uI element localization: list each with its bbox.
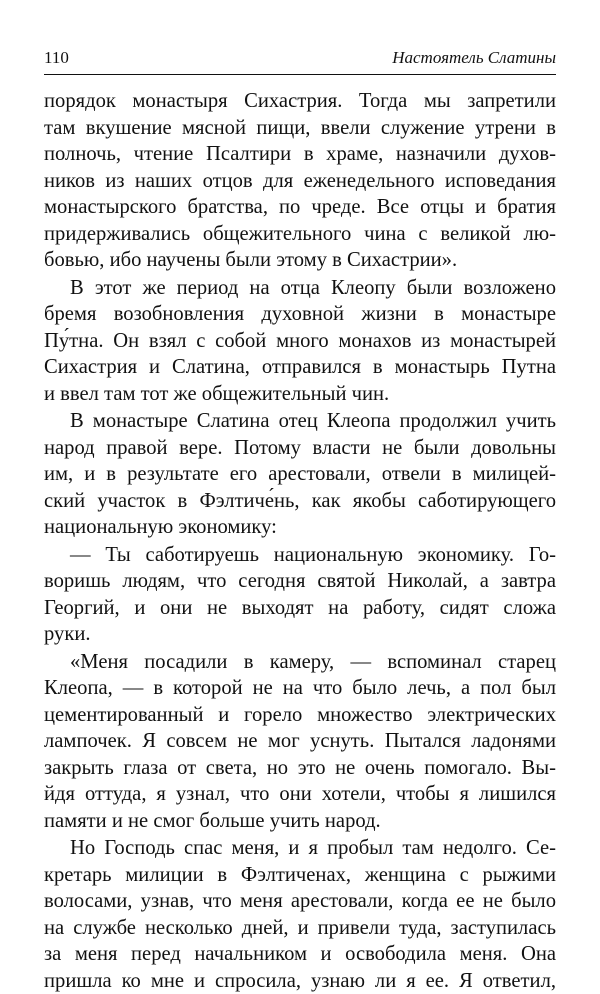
text-line: воришь людям, что сегодня святой Николай, а завтра [44, 568, 556, 595]
text-line: волосами, узнав, что меня арестовали, когда ее не было [44, 888, 556, 915]
paragraph [44, 542, 556, 648]
text-line: В монастыре Слатина отец Клеопа продолжил учить [44, 408, 556, 435]
text-line: за меня перед начальником и освободила меня. Она [44, 941, 556, 968]
text-line: «Меня посадили в камеру, — вспоминал старец [44, 649, 556, 676]
paragraph [44, 835, 556, 994]
text-line: там вкушение мясной пищи, ввели служение утрени в [44, 115, 556, 142]
text-line: Но Господь спас меня, и я пробыл там недолго. Се- [44, 835, 556, 862]
text-line: придерживались общежительного чина с великой лю- [44, 221, 556, 248]
running-title: Настоятель Слатины [392, 48, 556, 68]
paragraph [44, 408, 556, 541]
text-line: руки. [44, 621, 556, 648]
book-page [44, 44, 556, 924]
text-line: порядок монастыря Сихастрия. Тогда мы запретили [44, 88, 556, 115]
text-line: на службе несколько дней, и привели туда, заступилась [44, 915, 556, 942]
body-text [44, 88, 556, 994]
text-line: закрыть глаза от света, но это не очень помогало. Вы- [44, 755, 556, 782]
text-line: цементированный и горело множество электрических [44, 702, 556, 729]
text-line: Клеопа, — в которой не на что было лечь, а пол был [44, 675, 556, 702]
text-line: Георгий, и они не выходят на работу, сидят сложа [44, 595, 556, 622]
text-line: йдя оттуда, я узнал, что они хотели, чтобы я лишился [44, 781, 556, 808]
text-line: пришла ко мне и спросила, узнаю ли я ее. Я ответил, [44, 968, 556, 994]
text-line: кретарь милиции в Фэлтиченах, женщина с рыжими [44, 862, 556, 889]
text-line: Пу́тна. Он взял с собой много монахов из монастырей [44, 328, 556, 355]
running-head [44, 44, 556, 75]
paragraph [44, 649, 556, 835]
paragraph [44, 88, 556, 274]
text-line: национальную экономику: [44, 514, 556, 541]
text-line: лампочек. Я совсем не мог уснуть. Пытался ладонями [44, 728, 556, 755]
text-line: ский участок в Фэлтиче́нь, как якобы саботирующего [44, 488, 556, 515]
text-line: бремя возобновления духовной жизни в монастыре [44, 301, 556, 328]
text-line: полночь, чтение Псалтири в храме, назначили духов- [44, 141, 556, 168]
paragraph [44, 275, 556, 408]
text-line: бовью, ибо научены были этому в Сихастрии». [44, 247, 556, 274]
text-line: ников из наших отцов для еженедельного исповедания [44, 168, 556, 195]
text-line: — Ты саботируешь национальную экономику. Го- [44, 542, 556, 569]
text-line: народ правой вере. Потому власти не были довольны [44, 435, 556, 462]
text-line: В этот же период на отца Клеопу были возложено [44, 275, 556, 302]
text-line: монастырского братства, по чреде. Все отцы и братия [44, 194, 556, 221]
page-number: 110 [44, 48, 69, 68]
text-line: памяти и не смог больше учить народ. [44, 808, 556, 835]
text-line: им, и в результате его арестовали, отвели в милицей- [44, 461, 556, 488]
text-line: Сихастрия и Слатина, отправился в монастырь Путна [44, 354, 556, 381]
text-line: и ввел там тот же общежительный чин. [44, 381, 556, 408]
